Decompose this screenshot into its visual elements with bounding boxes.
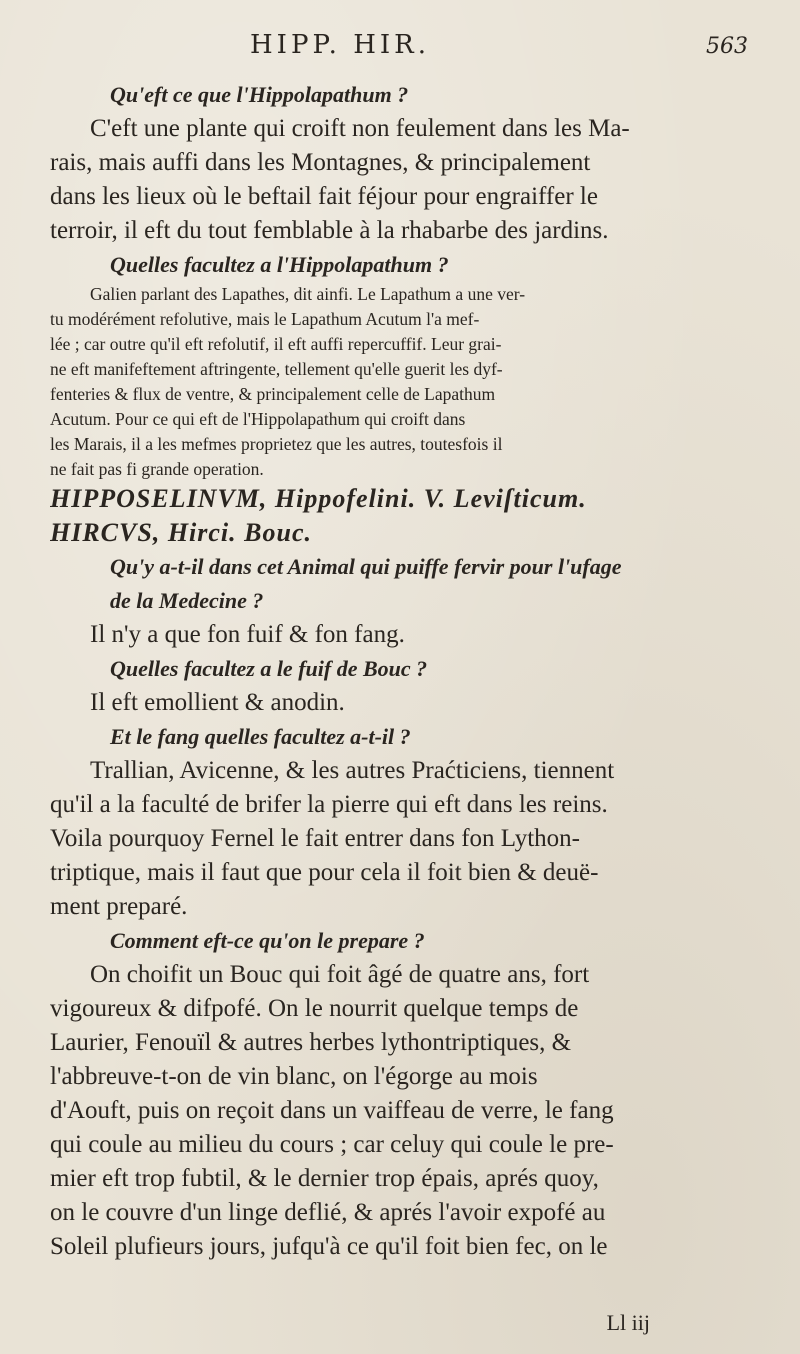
quotation-line: les Marais, il a les mefmes proprietez que les autres, toutesfois il — [50, 434, 503, 454]
text-line: mier eft trop fubtil, & le dernier trop épais, aprés quoy, — [50, 1165, 599, 1192]
quotation-line: lée ; car outre qu'il eft refolutif, il eft auffi repercuffif. Leur grai- — [50, 334, 502, 354]
text-line: Laurier, Fenouïl & autres herbes lythontriptiques, & — [50, 1029, 572, 1056]
text-line: ment preparé. — [50, 893, 188, 920]
question-line: Qu'eft ce que l'Hippolapathum ? — [110, 82, 409, 107]
text-line: l'abbreuve-t-on de vin blanc, on l'égorge au mois — [50, 1063, 538, 1090]
signature-mark: Ll iij — [606, 1310, 650, 1335]
text-line: vigoureux & difpofé. On le nourrit quelque temps de — [50, 995, 579, 1022]
question-line: Quelles facultez a le fuif de Bouc ? — [110, 656, 428, 681]
text-line: on le couvre d'un linge deflié, & aprés l'avoir expofé au — [50, 1199, 606, 1226]
running-head: HIPP. HIR. — [250, 30, 430, 60]
text-line: Voila pourquoy Fernel le fait entrer dans fon Lython- — [50, 825, 580, 852]
quotation-line: fenteries & flux de ventre, & principalement celle de Lapathum — [50, 384, 496, 404]
text-line: On choifit un Bouc qui foit âgé de quatre ans, fort — [90, 961, 590, 988]
page-header — [110, 30, 760, 70]
text-line: Trallian, Avicenne, & les autres Praćticiens, tiennent — [90, 757, 615, 784]
text-line: C'eft une plante qui croift non feulement dans les Ma- — [90, 115, 630, 142]
quotation-line: Galien parlant des Lapathes, dit ainfi. Le Lapathum a une ver- — [90, 284, 526, 304]
text-line: Soleil plufieurs jours, jufqu'à ce qu'il foit bien fec, on le — [50, 1233, 608, 1260]
page-number: 563 — [706, 34, 748, 59]
text-line: dans les lieux où le beftail fait féjour pour engraiffer le — [50, 183, 598, 210]
entry-heading: HIRCVS, Hirci. Bouc. — [50, 518, 312, 547]
page-text — [50, 78, 750, 1264]
question-line: Qu'y a-t-il dans cet Animal qui puiffe fervir pour l'ufage — [110, 554, 622, 579]
text-line: d'Aouft, puis on reçoit dans un vaiffeau de verre, le fang — [50, 1097, 614, 1124]
quotation-line: Acutum. Pour ce qui eft de l'Hippolapathum qui croift dans — [50, 409, 466, 429]
text-line: qu'il a la faculté de brifer la pierre qui eft dans les reins. — [50, 791, 608, 818]
quotation-line: ne eft manifeftement aftringente, tellement qu'elle guerit les dyf- — [50, 359, 503, 379]
text-line: Il eft emollient & anodin. — [90, 689, 345, 716]
quotation-line: ne fait pas fi grande operation. — [50, 459, 264, 479]
text-line: rais, mais auffi dans les Montagnes, & principalement — [50, 149, 591, 176]
question-line: de la Medecine ? — [110, 588, 264, 613]
entry-heading: HIPPOSELINVM, Hippofelini. V. Leviſticum. — [50, 484, 587, 513]
question-line: Et le fang quelles facultez a-t-il ? — [110, 724, 411, 749]
quotation-line: tu modérément refolutive, mais le Lapathum Acutum l'a mef- — [50, 309, 480, 329]
text-line: terroir, il eft du tout femblable à la rhabarbe des jardins. — [50, 217, 609, 244]
text-line: qui coule au milieu du cours ; car celuy qui coule le pre- — [50, 1131, 614, 1158]
question-line: Quelles facultez a l'Hippolapathum ? — [110, 252, 449, 277]
text-line: Il n'y a que fon fuif & fon fang. — [90, 621, 405, 648]
text-line: triptique, mais il faut que pour cela il foit bien & deuë- — [50, 859, 599, 886]
question-line: Comment eft-ce qu'on le prepare ? — [110, 928, 425, 953]
